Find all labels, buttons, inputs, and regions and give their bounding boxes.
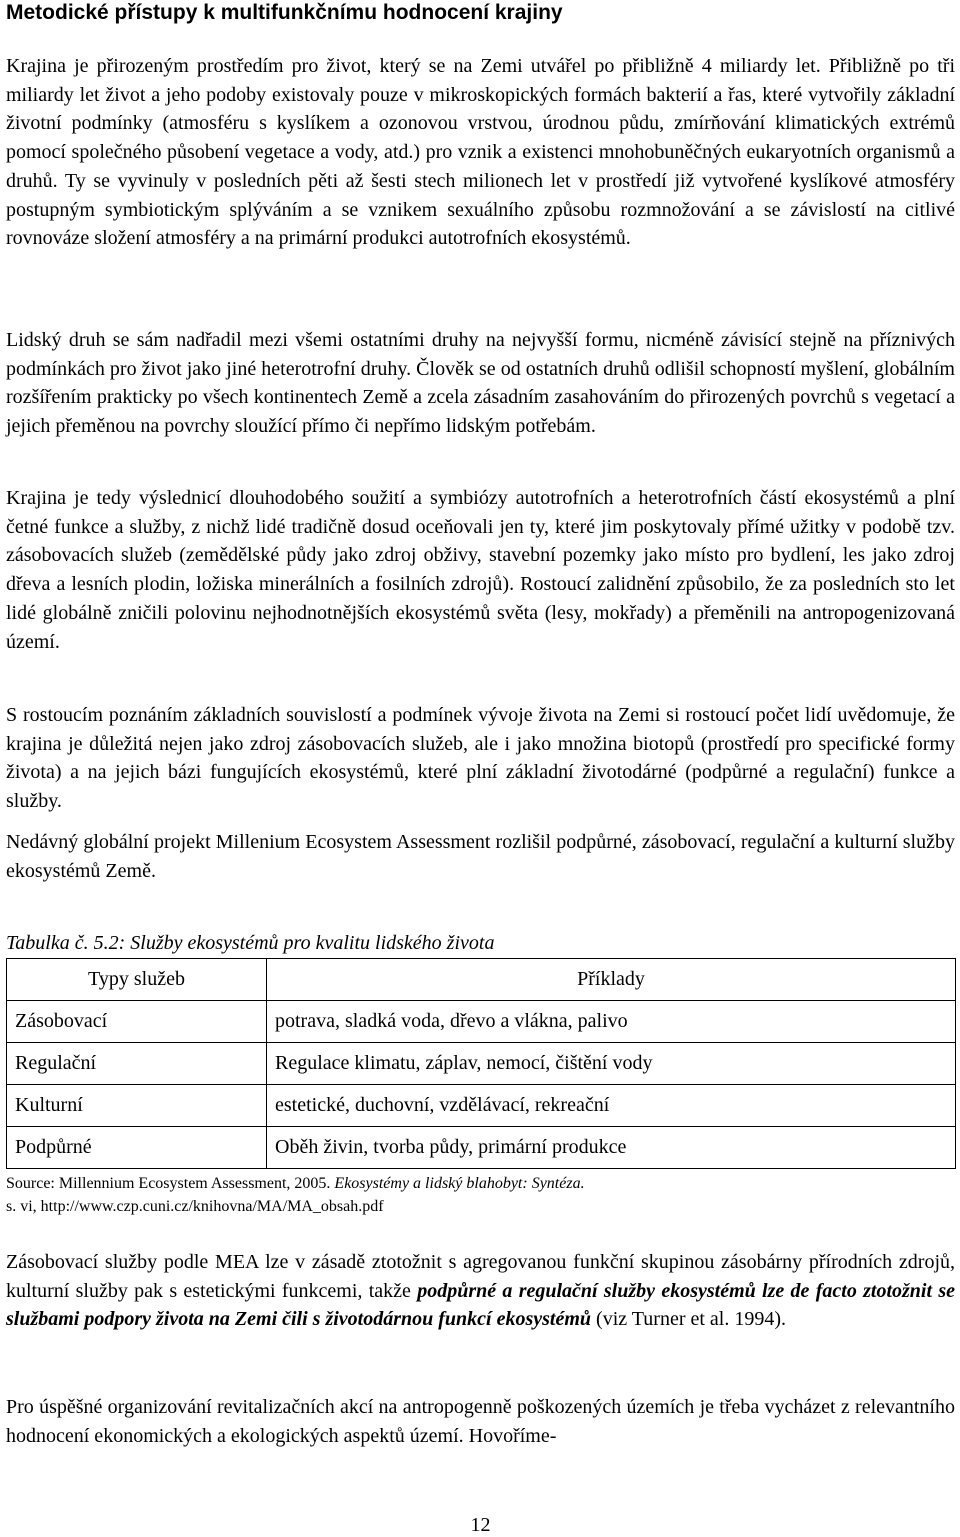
table-row [7,1085,956,1127]
paragraph-5: Nedávný globální projekt Millenium Ecosystem Assessment rozlišil podpůrné, zásobovací, regulační a kulturní služby ekosystémů Země. [6,831,955,882]
service-examples-cell: Regulace klimatu, záplav, nemocí, čištění vody [267,1043,956,1085]
table-row [7,1127,956,1169]
paragraph-3: Krajina je tedy výslednicí dlouhodobého soužití a symbiózy autotrofních a heterotrofních částí ekosystémů a plní četné funkce a služby, z nichž lidé tradičně dosud oceňovali jen ty, které jim poskytovaly přímé užitky v podobě tzv. zásobovacích služeb (zemědělské půdy jako zdroj obživy, stavební pozemky jako místo pro bydlení, les jako zdroj dřeva a lesních plodin, ložiska minerálních a fosilních zdrojů). Rostoucí zalidnění způsobilo, že za posledních sto let lidé globálně zničili polovinu nejhodnotnějších ekosystémů světa (lesy, mokřady) a přeměnili na antropogenizovaná území. [6,487,955,653]
services-table [6,958,956,1169]
table-caption: Tabulka č. 5.2: Služby ekosystémů pro kvalitu lidského života [6,932,495,954]
source-prefix: Source: Millennium Ecosystem Assessment, 2005. [6,1175,335,1192]
source-link: s. vi, http://www.czp.cuni.cz/knihovna/MA/MA_obsah.pdf [6,1198,384,1215]
paragraph-1: Krajina je přirozeným prostředím pro život, který se na Zemi utvářel po přibližně 4 miliardy let. Přibližně po tři miliardy let život a jeho podoby existovaly pouze v mikroskopických formách bakterií a řas, které vytvořily základní životní podmínky (atmosféru s kyslíkem a ozonovou vrstvou, úrodnou půdu, zmírňování klimatických extrémů pomocí společného působení vegetace a vody, atd.) pro vznik a existenci mnohobuněčných eukaryotních organismů a druhů. Ty se vyvinuly v posledních pěti až šesti stech milionech let v prostředí již vytvořené kyslíkové atmosféry postupným symbiotickým splýváním a se vznikem sexuálního způsobu rozmnožování a se závislostí na citlivé rovnováze složení atmosféry a na primární produkci autotrofních ekosystémů. [6,55,955,250]
service-type-cell: Kulturní [7,1085,267,1127]
mea-emphasis: podpůrné a regulační služby ekosystémů lze de facto ztotožnit se službami podpory života na Zemi čili s životodárnou funkcí ekosystémů [6,1279,955,1331]
table-header-row [7,959,956,1001]
service-examples-cell: Oběh živin, tvorba půdy, primární produkce [267,1127,956,1169]
service-type-cell: Zásobovací [7,1001,267,1043]
mea-paragraph [6,1248,955,1334]
paragraph-2: Lidský druh se sám nadřadil mezi všemi ostatními druhy na nejvyšší formu, nicméně závisící stejně na příznivých podmínkách pro život jako jiné heterotrofní druhy. Člověk se od ostatních druhů odlišil schopností myšlení, globálním rozšířením prakticky po všech kontinentech Země a zcela zásadním zasahováním do přirozených povrchů s vegetací a jejich přeměnou na povrchy sloužící přímo či nepřímo lidským potřebám. [6,329,955,438]
table-row [7,1001,956,1043]
source-title: Ekosystémy a lidský blahobyt: Syntéza. [334,1175,585,1192]
paragraph-4: S rostoucím poznáním základních souvislostí a podmínek vývoje života na Zemi si rostoucí počet lidí uvědomuje, že krajina je důležitá nejen jako zdroj zásobovacích služeb, ale i jako množina biotopů (prostředí pro specifické formy života) a na jejich bázi fungujících ekosystémů, které plní základní životodárné (podpůrné a regulační) funkce a služby. [6,704,955,813]
service-type-cell: Podpůrné [7,1127,267,1169]
mea-text-end: (viz Turner et al. 1994). [591,1308,787,1331]
paragraph-last: Pro úspěšné organizování revitalizačních akcí na antropogenně poškozených územích je třeba vycházet z relevantního hodnocení ekonomických a ekologických aspektů území. Hovoříme- [6,1396,955,1447]
column-header-types: Typy služeb [7,959,267,1001]
mea-text-start: Zásobovací služby podle MEA lze v zásadě ztotožnit s agregovanou funkční skupinou zásobárny přírodních zdrojů, kulturní služby pak s estetickými funkcemi, takže [6,1251,955,1302]
service-examples-cell: estetické, duchovní, vzdělávací, rekreační [267,1085,956,1127]
table-source [6,1172,955,1218]
page-number: 12 [470,1514,491,1536]
table-row [7,1043,956,1085]
page-heading: Metodické přístupy k multifunkčnímu hodnocení krajiny [6,1,563,24]
service-type-cell: Regulační [7,1043,267,1085]
column-header-examples: Příklady [267,959,956,1001]
service-examples-cell: potrava, sladká voda, dřevo a vlákna, palivo [267,1001,956,1043]
